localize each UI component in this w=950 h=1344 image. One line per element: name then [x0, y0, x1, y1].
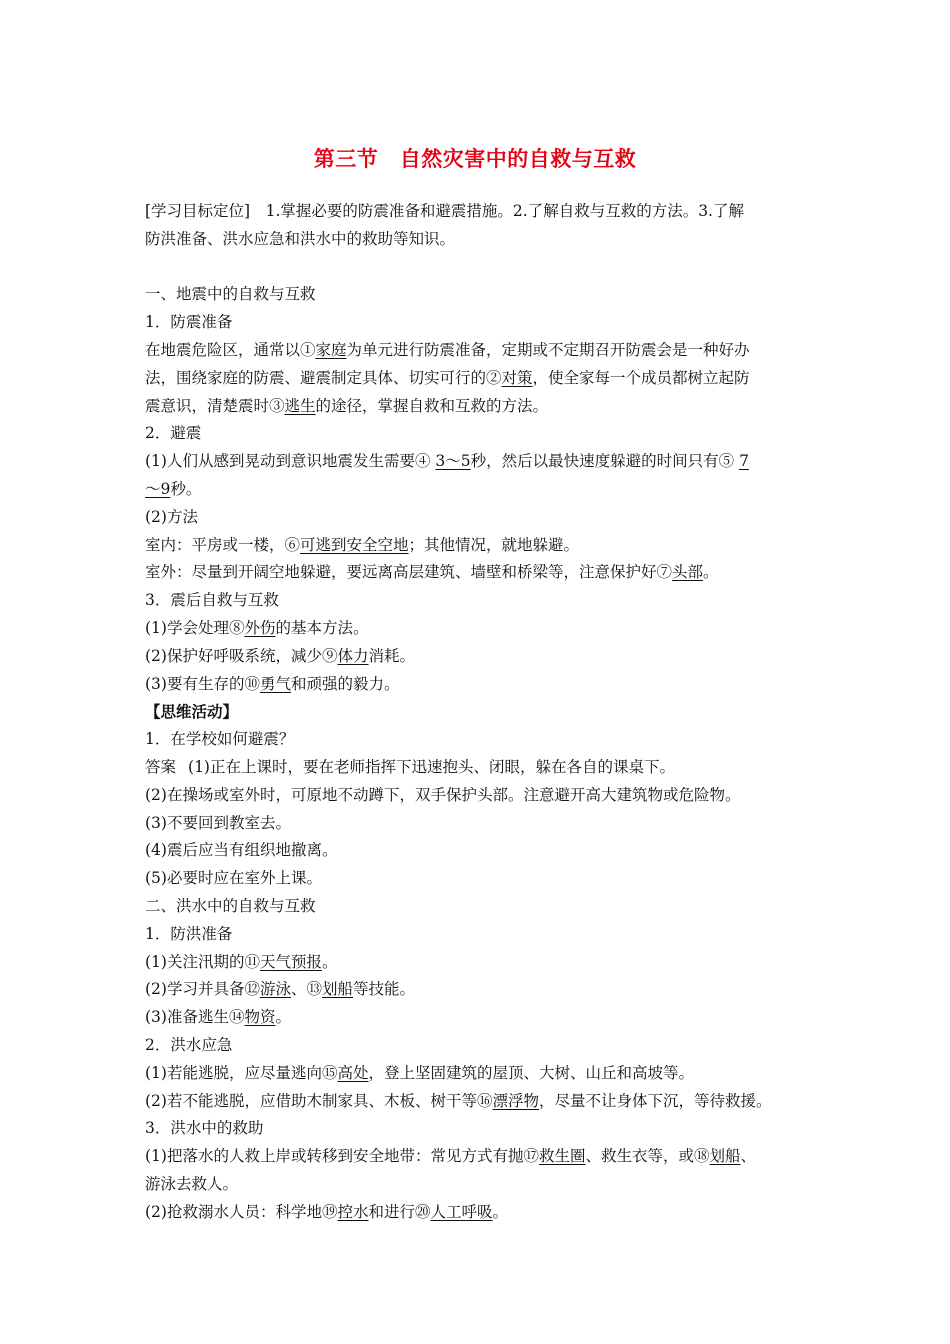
paragraph-line: (2)学习并具备⑫游泳、⑬划船等技能。 [145, 980, 416, 999]
answer-blank: 3～5 [435, 452, 471, 471]
answer-blank: 对策 [501, 368, 533, 387]
answer-blank: 划船 [709, 1147, 741, 1166]
paragraph-line: (2)抢救溺水人员：科学地⑲控水和进行⑳人工呼吸。 [145, 1202, 509, 1221]
paragraph-line: (2)方法 [145, 507, 198, 526]
thinking-activity-label: 【思维活动】 [145, 702, 239, 722]
subheading-prevention: 1．防震准备 [145, 313, 233, 332]
paragraph-line: (3)准备逃生⑭物资。 [145, 1008, 291, 1027]
answer-line: 答案 (1)正在上课时，要在老师指挥下迅速抱头、闭眼，躲在各自的课桌下。 [145, 757, 675, 776]
paragraph-line: 室内：平房或一楼，⑥可逃到安全空地；其他情况，就地躲避。 [145, 535, 580, 554]
answer-blank: 逃生 [284, 396, 316, 415]
answer-blank: 救生圈 [538, 1147, 586, 1166]
answer-line: (5)必要时应在室外上课。 [145, 869, 322, 888]
paragraph-line: (2)保护好呼吸系统，减少⑨体力消耗。 [145, 646, 415, 665]
paragraph-line: (1)若能逃脱，应尽量逃向⑮高处，登上坚固建筑的屋顶、大树、山丘和高坡等。 [145, 1063, 694, 1082]
answer-label: 答案 [145, 757, 177, 776]
paragraph-line: 室外：尽量到开阔空地躲避，要远离高层建筑、墙壁和桥梁等，注意保护好⑦头部。 [145, 563, 719, 582]
answer-blank: 外伤 [244, 618, 276, 637]
subheading-flood-emergency: 2．洪水应急 [145, 1035, 233, 1054]
answer-blank: 可逃到安全空地 [300, 535, 409, 554]
answer-blank: 家庭 [315, 340, 347, 359]
answer-blank: 高处 [337, 1063, 369, 1082]
answer-blank: 天气预报 [259, 952, 322, 971]
document-body [145, 198, 825, 1226]
subheading-flood-rescue: 3．洪水中的救助 [145, 1119, 264, 1138]
answer-line: (3)不要回到教室去。 [145, 813, 291, 832]
objectives-line-1: [学习目标定位] 1.掌握必要的防震准备和避震措施。2.了解自救与互救的方法。3.了解 [145, 202, 744, 220]
answer-blank: 物资 [244, 1008, 276, 1027]
section-heading-flood: 二、洪水中的自救与互救 [145, 896, 316, 915]
answer-blank: 头部 [672, 563, 704, 582]
page-title: 第三节 自然灾害中的自救与互救 [313, 147, 637, 171]
subheading-after-quake: 3．震后自救与互救 [145, 591, 279, 610]
answer-blank: 控水 [337, 1202, 369, 1221]
answer-line: (4)震后应当有组织地撤离。 [145, 841, 338, 860]
paragraph-line: 在地震危险区，通常以①家庭为单元进行防震准备，定期或不定期召开防震会是一种好办 [145, 340, 750, 359]
paragraph-line: (1)学会处理⑧外伤的基本方法。 [145, 618, 369, 637]
answer-blank: 游泳 [259, 980, 291, 999]
answer-blank: 人工呼吸 [430, 1202, 493, 1221]
answer-blank: 漂浮物 [492, 1091, 539, 1110]
subheading-flood-prevention: 1．防洪准备 [145, 924, 233, 943]
paragraph-line: (1)把落水的人救上岸或转移到安全地带：常见方式有抛⑰救生圈、救生衣等，或⑱划船、 [145, 1147, 757, 1166]
paragraph-line: (1)关注汛期的⑪天气预报。 [145, 952, 338, 971]
objectives-line-2: 防洪准备、洪水应急和洪水中的救助等知识。 [145, 229, 456, 248]
paragraph-line: ～9秒。 [145, 479, 202, 498]
answer-line: (2)在操场或室外时，可原地不动蹲下，双手保护头部。注意避开高大建筑物或危险物。 [145, 785, 741, 804]
paragraph-line: (2)若不能逃脱，应借助木制家具、木板、树干等⑯漂浮物，尽量不让身体下沉，等待救援。 [145, 1091, 772, 1110]
paragraph-line: 游泳去救人。 [145, 1174, 239, 1193]
paragraph-line: 震意识，清楚震时③逃生的途径，掌握自救和互救的方法。 [145, 396, 549, 415]
subheading-avoid: 2．避震 [145, 424, 202, 443]
answer-blank: 7 [739, 452, 749, 471]
answer-blank: 划船 [322, 980, 354, 999]
section-heading-earthquake: 一、地震中的自救与互救 [145, 285, 316, 304]
answer-blank: 体力 [337, 646, 369, 665]
thinking-question: 1．在学校如何避震？ [145, 730, 295, 749]
answer-blank: 勇气 [259, 674, 291, 693]
spacer [145, 254, 825, 282]
paragraph-line: (3)要有生存的⑩勇气和顽强的毅力。 [145, 674, 400, 693]
paragraph-line: (1)人们从感到晃动到意识地震发生需要④ 3～5秒，然后以最快速度躲避的时间只有⑤ 7 [145, 452, 749, 471]
paragraph-line: 法，围绕家庭的防震、避震制定具体、切实可行的②对策，使全家每一个成员都树立起防 [145, 368, 750, 387]
answer-blank: ～9 [145, 479, 171, 498]
objectives-label: [学习目标定位] [145, 202, 251, 220]
